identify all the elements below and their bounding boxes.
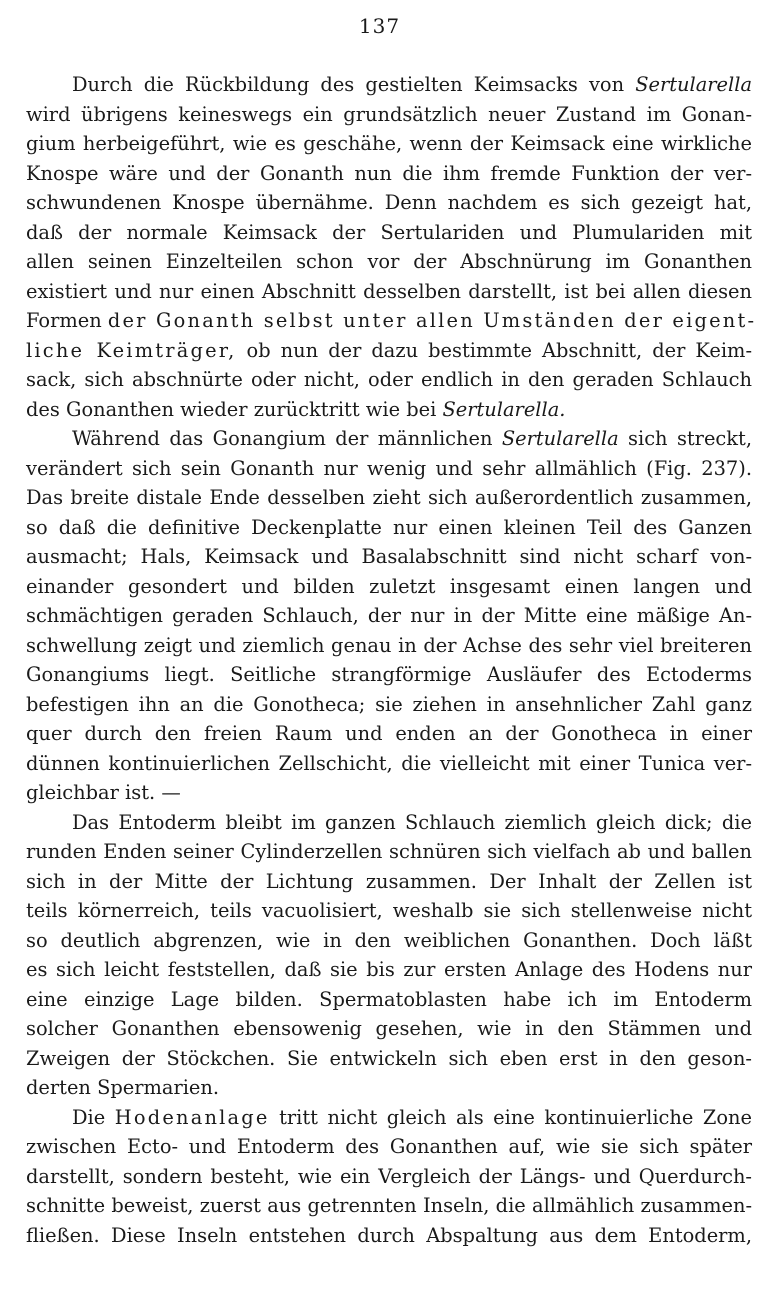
text-line: [26, 631, 752, 661]
text-line: [26, 896, 752, 926]
text-line: [26, 808, 752, 838]
text-line: [26, 690, 752, 720]
text-segment: Knospe wäre und der Gonanth nun die ihm fremde Funktion der ver-: [26, 161, 752, 185]
text-segment: Formen: [26, 309, 108, 332]
text-line: [26, 1162, 752, 1192]
text-segment: des Gonanthen wieder zurücktritt wie bei: [26, 397, 443, 421]
text-segment: daß der normale Keimsack der Sertulariden und Plumulariden mit: [26, 220, 752, 244]
text-line: [26, 306, 757, 336]
text-line: [26, 837, 752, 867]
text-segment: so daß die definitive Deckenplatte nur einen kleinen Teil des Ganzen: [26, 515, 752, 539]
text-segment: derten Spermarien.: [26, 1076, 220, 1099]
italic-text: Sertularella: [501, 427, 619, 450]
text-line: [26, 277, 752, 307]
page-number: 137: [358, 14, 401, 38]
text-segment: schwellung zeigt und ziemlich genau in der Achse des sehr viel breiteren: [26, 633, 752, 657]
text-line: [26, 719, 752, 749]
spaced-emphasis-text: liche Keimträger,: [26, 338, 237, 362]
text-segment: sich in der Mitte der Lichtung zusammen. Der Inhalt der Zellen ist: [26, 869, 752, 893]
text-segment: gium herbeigeführt, wie es geschähe, wenn der Keimsack eine wirkliche: [26, 132, 752, 155]
text-segment: schmächtigen geraden Schlauch, der nur in der Mitte eine mäßige An-: [26, 604, 752, 627]
spaced-emphasis-text: der Gonanth selbst unter allen Umständen der eigent-: [107, 309, 757, 332]
text-segment: befestigen ihn an die Gonotheca; sie ziehen in ansehnlicher Zahl ganz: [26, 692, 752, 716]
text-segment: Das breite distale Ende desselben zieht sich außerordentlich zusammen,: [26, 486, 752, 509]
text-segment: existiert und nur einen Abschnitt desselben darstellt, ist bei allen diesen: [26, 279, 752, 303]
text-line: [26, 424, 752, 454]
text-segment: Gonangiums liegt. Seitliche strangförmige Ausläufer des Ectoderms: [26, 663, 752, 686]
text-line: [26, 395, 752, 425]
text-segment: eine einzige Lage bilden. Spermatoblasten habe ich im Entoderm: [26, 987, 752, 1011]
text-line: [26, 218, 752, 248]
text-line: [26, 985, 752, 1015]
italic-text: Sertularella: [635, 73, 752, 96]
text-segment: quer durch den freien Raum und enden an der Gonotheca in einer: [26, 722, 752, 745]
text-segment: ausmacht; Hals, Keimsack und Basalabschnitt sind nicht scharf von-: [26, 545, 752, 568]
text-line: [26, 1014, 752, 1044]
text-segment: Durch die Rückbildung des gestielten Keimsacks von: [72, 73, 636, 96]
text-segment: schwundenen Knospe übernähme. Denn nachdem es sich gezeigt hat,: [26, 191, 752, 214]
spaced-emphasis-text: Hodenanlage: [114, 1105, 270, 1129]
text-line: [26, 1044, 752, 1074]
text-line: [26, 336, 752, 366]
text-segment: sich streckt,: [618, 427, 752, 450]
text-line: [26, 365, 752, 395]
text-segment: Während das Gonangium der männlichen: [72, 427, 502, 450]
text-segment: gleichbar ist. —: [26, 781, 181, 804]
text-segment: runden Enden seiner Cylinderzellen schnüren sich vielfach ab und ballen: [26, 840, 752, 863]
italic-text: Sertularella.: [442, 397, 566, 421]
text-segment: Die: [72, 1105, 115, 1129]
text-segment: Zweigen der Stöckchen. Sie entwickeln sich eben erst in den geson-: [26, 1046, 752, 1070]
text-segment: verändert sich sein Gonanth nur wenig und sehr allmählich (Fig. 237).: [26, 456, 752, 480]
text-line: [26, 454, 752, 484]
text-segment: darstellt, sondern besteht, wie ein Vergleich der Längs- und Querdurch-: [26, 1164, 752, 1188]
text-line: [26, 70, 752, 100]
text-line: [26, 1191, 752, 1221]
text-segment: solcher Gonanthen ebensowenig gesehen, wie in den Stämmen und: [26, 1017, 752, 1040]
text-line: [26, 1073, 752, 1103]
text-line: [26, 188, 752, 218]
text-segment: teils körnerreich, teils vacuolisiert, weshalb sie sich stellenweise nicht: [26, 899, 752, 922]
text-line: [26, 955, 752, 985]
text-line: [26, 660, 752, 690]
text-line: [26, 513, 752, 543]
body-text: [26, 70, 757, 1250]
text-segment: so deutlich abgrenzen, wie in den weiblichen Gonanthen. Doch läßt: [26, 928, 752, 952]
text-line: [26, 1221, 752, 1251]
text-segment: ob nun der dazu bestimmte Abschnitt, der Keim-: [236, 338, 752, 362]
text-segment: tritt nicht gleich als eine kontinuierliche Zone: [269, 1105, 752, 1129]
text-line: [26, 1132, 752, 1162]
text-segment: fließen. Diese Inseln entstehen durch Abspaltung aus dem Entoderm,: [26, 1223, 752, 1247]
text-segment: dünnen kontinuierlichen Zellschicht, die vielleicht mit einer Tunica ver-: [26, 751, 752, 775]
text-line: [26, 926, 752, 956]
text-line: [26, 1103, 752, 1133]
text-line: [26, 542, 752, 572]
text-segment: Das Entoderm bleibt im ganzen Schlauch ziemlich gleich dick; die: [72, 810, 752, 834]
text-line: [26, 159, 752, 189]
text-line: [26, 247, 752, 277]
text-segment: zwischen Ecto- und Entoderm des Gonanthen auf, wie sie sich später: [26, 1135, 752, 1158]
text-segment: einander gesondert und bilden zuletzt insgesamt einen langen und: [26, 574, 752, 598]
text-line: [26, 749, 752, 779]
text-segment: wird übrigens keineswegs ein grundsätzlich neuer Zustand im Gonan-: [26, 102, 752, 126]
text-line: [26, 867, 752, 897]
text-segment: allen seinen Einzelteilen schon vor der Abschnürung im Gonanthen: [26, 250, 752, 273]
text-segment: schnitte beweist, zuerst aus getrennten Inseln, die allmählich zusammen-: [26, 1194, 752, 1217]
text-segment: es sich leicht feststellen, daß sie bis zur ersten Anlage des Hodens nur: [26, 958, 752, 981]
text-line: [26, 483, 752, 513]
text-line: [26, 100, 752, 130]
text-line: [26, 778, 752, 808]
text-line: [26, 601, 752, 631]
text-segment: sack, sich abschnürte oder nicht, oder endlich in den geraden Schlauch: [26, 368, 752, 391]
text-line: [26, 129, 752, 159]
text-line: [26, 572, 752, 602]
